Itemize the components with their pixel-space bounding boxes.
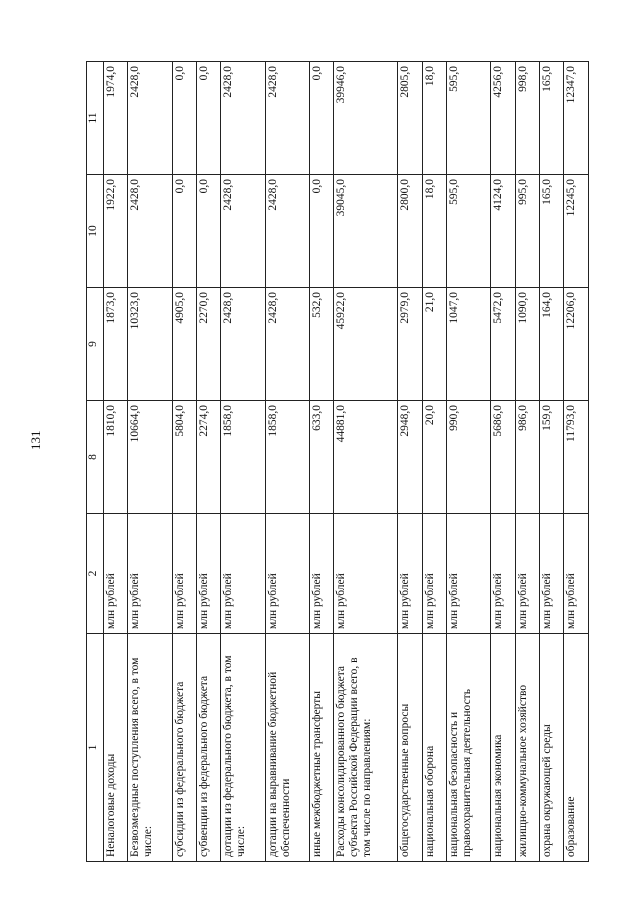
value-cell: 10323,0 xyxy=(128,288,172,401)
value-cell: 45922,0 xyxy=(334,288,398,401)
table-row xyxy=(491,62,515,862)
value-cell: 0,0 xyxy=(197,175,221,288)
value-cell: 2428,0 xyxy=(265,62,309,175)
value-cell: 532,0 xyxy=(309,288,333,401)
value-cell: 990,0 xyxy=(447,401,491,514)
page-number: 131 xyxy=(28,430,43,450)
unit-cell: млн рублей xyxy=(197,514,221,634)
value-cell: 595,0 xyxy=(447,62,491,175)
row-label: Расходы консолидированного бюджета субъекта Российской Федерации всего, в том числе по направлениям: xyxy=(334,634,398,862)
column-header: 1 xyxy=(87,634,104,862)
row-label: охрана окружающей среды xyxy=(540,634,564,862)
value-cell: 2270,0 xyxy=(197,288,221,401)
value-cell: 1873,0 xyxy=(104,288,128,401)
unit-cell: млн рублей xyxy=(491,514,515,634)
table-row xyxy=(422,62,446,862)
value-cell: 165,0 xyxy=(540,175,564,288)
row-label: Неналоговые доходы xyxy=(104,634,128,862)
value-cell: 44881,0 xyxy=(334,401,398,514)
row-label: жилищно-коммунальное хозяйство xyxy=(515,634,539,862)
value-cell: 2428,0 xyxy=(128,62,172,175)
value-cell: 0,0 xyxy=(197,62,221,175)
value-cell: 2274,0 xyxy=(197,401,221,514)
unit-cell: млн рублей xyxy=(334,514,398,634)
table-row xyxy=(104,62,128,862)
unit-cell: млн рублей xyxy=(447,514,491,634)
value-cell: 1047,0 xyxy=(447,288,491,401)
value-cell: 595,0 xyxy=(447,175,491,288)
unit-cell: млн рублей xyxy=(128,514,172,634)
rotated-table-container xyxy=(86,62,589,862)
unit-cell: млн рублей xyxy=(265,514,309,634)
value-cell: 2428,0 xyxy=(221,175,265,288)
value-cell: 4256,0 xyxy=(491,62,515,175)
value-cell: 164,0 xyxy=(540,288,564,401)
value-cell: 12347,0 xyxy=(564,62,589,175)
unit-cell: млн рублей xyxy=(398,514,422,634)
value-cell: 5686,0 xyxy=(491,401,515,514)
value-cell: 5804,0 xyxy=(172,401,196,514)
table-row xyxy=(172,62,196,862)
value-cell: 18,0 xyxy=(422,62,446,175)
value-cell: 998,0 xyxy=(515,62,539,175)
value-cell: 0,0 xyxy=(309,175,333,288)
value-cell: 0,0 xyxy=(172,175,196,288)
value-cell: 995,0 xyxy=(515,175,539,288)
row-label: субсидии из федерального бюджета xyxy=(172,634,196,862)
value-cell: 159,0 xyxy=(540,401,564,514)
unit-cell: млн рублей xyxy=(172,514,196,634)
row-label: общегосударственные вопросы xyxy=(398,634,422,862)
table-row xyxy=(447,62,491,862)
value-cell: 39045,0 xyxy=(334,175,398,288)
table-row xyxy=(564,62,589,862)
value-cell: 2805,0 xyxy=(398,62,422,175)
row-label: дотации из федерального бюджета, в том числе: xyxy=(221,634,265,862)
column-header: 8 xyxy=(87,401,104,514)
row-label: национальная экономика xyxy=(491,634,515,862)
unit-cell: млн рублей xyxy=(515,514,539,634)
value-cell: 633,0 xyxy=(309,401,333,514)
table-row xyxy=(309,62,333,862)
value-cell: 0,0 xyxy=(172,62,196,175)
value-cell: 20,0 xyxy=(422,401,446,514)
value-cell: 2800,0 xyxy=(398,175,422,288)
value-cell: 1922,0 xyxy=(104,175,128,288)
value-cell: 11793,0 xyxy=(564,401,589,514)
column-header: 11 xyxy=(87,62,104,175)
value-cell: 2428,0 xyxy=(265,288,309,401)
value-cell: 21,0 xyxy=(422,288,446,401)
value-cell: 4124,0 xyxy=(491,175,515,288)
table-row xyxy=(398,62,422,862)
table-row xyxy=(221,62,265,862)
table-row xyxy=(197,62,221,862)
value-cell: 1810,0 xyxy=(104,401,128,514)
unit-cell: млн рублей xyxy=(422,514,446,634)
table-row xyxy=(540,62,564,862)
row-label: субвенции из федерального бюджета xyxy=(197,634,221,862)
table-body xyxy=(104,62,589,862)
value-cell: 1858,0 xyxy=(221,401,265,514)
column-header: 10 xyxy=(87,175,104,288)
value-cell: 2428,0 xyxy=(221,288,265,401)
row-label: Безвозмездные поступления всего, в том числе: xyxy=(128,634,172,862)
value-cell: 5472,0 xyxy=(491,288,515,401)
value-cell: 4905,0 xyxy=(172,288,196,401)
table-row xyxy=(515,62,539,862)
row-label: национальная оборона xyxy=(422,634,446,862)
row-label: образование xyxy=(564,634,589,862)
value-cell: 12206,0 xyxy=(564,288,589,401)
value-cell: 12245,0 xyxy=(564,175,589,288)
unit-cell: млн рублей xyxy=(540,514,564,634)
value-cell: 1858,0 xyxy=(265,401,309,514)
budget-table xyxy=(86,61,589,862)
value-cell: 39946,0 xyxy=(334,62,398,175)
value-cell: 2948,0 xyxy=(398,401,422,514)
value-cell: 165,0 xyxy=(540,62,564,175)
column-header: 9 xyxy=(87,288,104,401)
value-cell: 10664,0 xyxy=(128,401,172,514)
value-cell: 2428,0 xyxy=(221,62,265,175)
value-cell: 2428,0 xyxy=(128,175,172,288)
unit-cell: млн рублей xyxy=(564,514,589,634)
row-label: национальная безопасность и правоохранительная деятельность xyxy=(447,634,491,862)
unit-cell: млн рублей xyxy=(309,514,333,634)
column-header: 2 xyxy=(87,514,104,634)
value-cell: 2979,0 xyxy=(398,288,422,401)
unit-cell: млн рублей xyxy=(104,514,128,634)
row-label: дотации на выравнивание бюджетной обеспеченности xyxy=(265,634,309,862)
value-cell: 0,0 xyxy=(309,62,333,175)
header-row xyxy=(87,62,104,862)
row-label: иные межбюджетные трансферты xyxy=(309,634,333,862)
value-cell: 2428,0 xyxy=(265,175,309,288)
value-cell: 18,0 xyxy=(422,175,446,288)
table-row xyxy=(334,62,398,862)
table-row xyxy=(265,62,309,862)
value-cell: 1974,0 xyxy=(104,62,128,175)
table-row xyxy=(128,62,172,862)
value-cell: 1090,0 xyxy=(515,288,539,401)
unit-cell: млн рублей xyxy=(221,514,265,634)
value-cell: 986,0 xyxy=(515,401,539,514)
